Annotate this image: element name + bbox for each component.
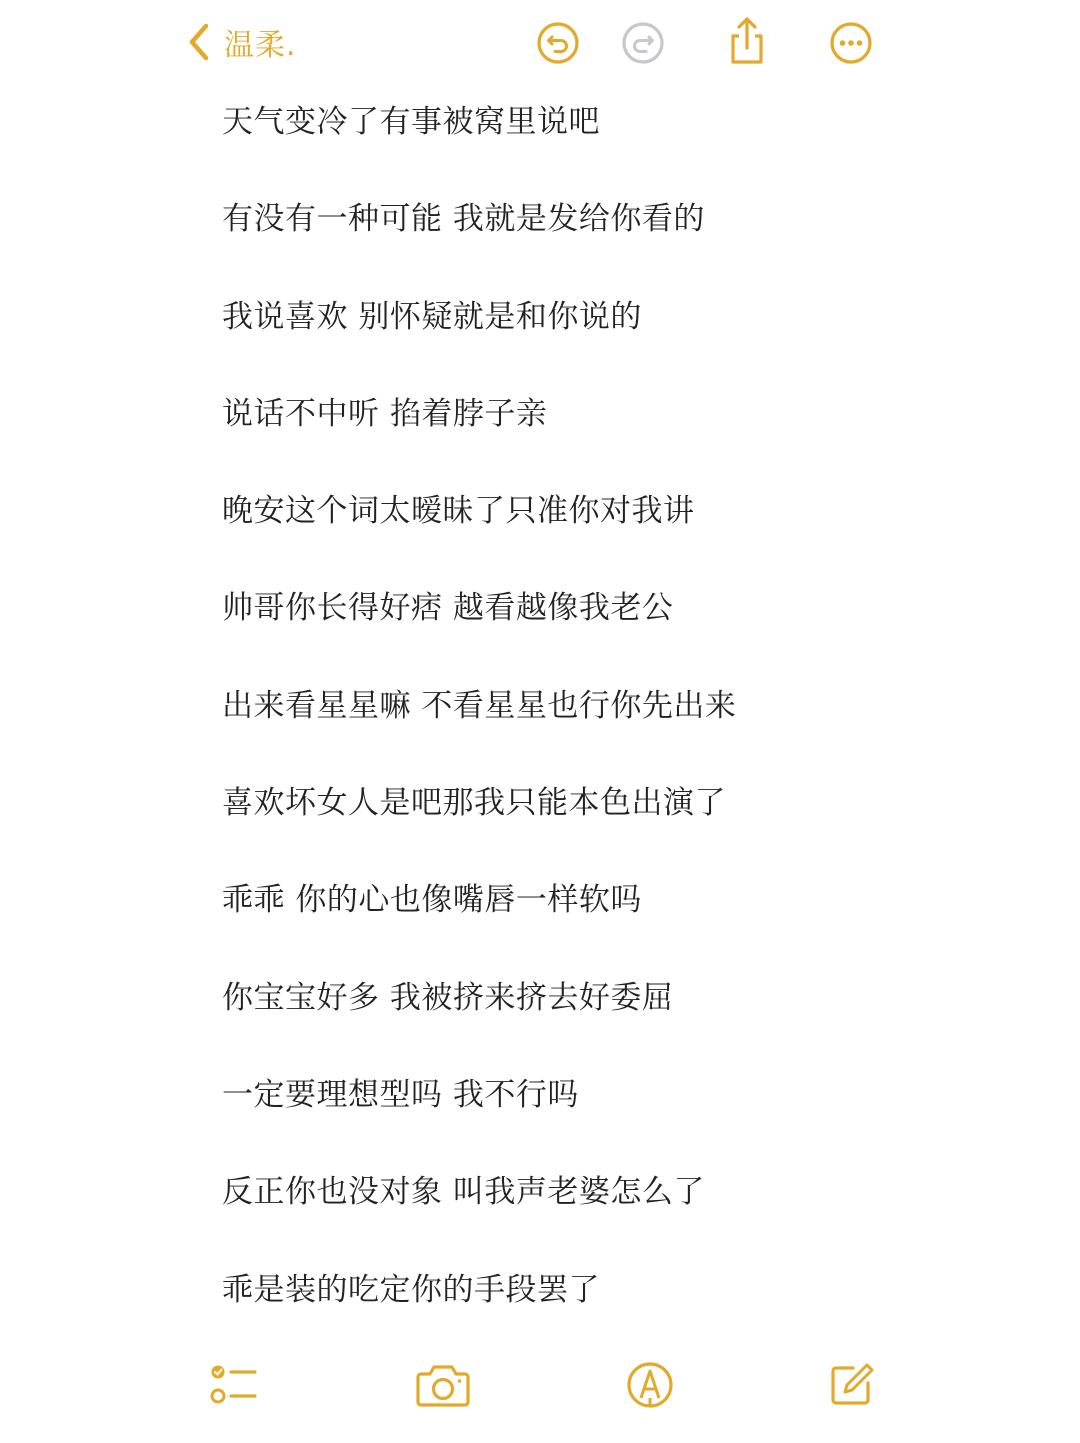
note-line: 你宝宝好多 我被挤来挤去好委屈 — [222, 979, 674, 1016]
note-line: 乖是装的吃定你的手段罢了 — [222, 1271, 600, 1308]
redo-button[interactable] — [619, 19, 667, 67]
markup-button[interactable] — [624, 1358, 676, 1412]
chevron-left-icon — [186, 22, 212, 62]
note-line: 乖乖 你的心也像嘴唇一样软吗 — [222, 882, 642, 919]
more-button[interactable] — [827, 19, 875, 67]
share-button[interactable] — [723, 17, 771, 65]
note-line: 出来看星星嘛 不看星星也行你先出来 — [222, 687, 737, 724]
undo-icon — [535, 20, 581, 66]
note-line: 帅哥你长得好痞 越看越像我老公 — [222, 590, 674, 627]
note-line: 晚安这个词太暧昧了只准你对我讲 — [222, 493, 695, 530]
checklist-button[interactable] — [207, 1358, 261, 1412]
note-body[interactable] — [222, 97, 1002, 1362]
markup-pen-icon — [624, 1359, 676, 1411]
back-button[interactable] — [186, 18, 297, 66]
more-icon — [828, 20, 874, 66]
note-line: 反正你也没对象 叫我声老婆怎么了 — [222, 1174, 705, 1211]
note-line: 一定要理想型吗 我不行吗 — [222, 1076, 579, 1113]
bottom-toolbar — [0, 1350, 1080, 1420]
back-label: 温柔. — [224, 28, 297, 63]
undo-button[interactable] — [534, 19, 582, 67]
camera-button[interactable] — [415, 1358, 471, 1412]
note-line: 我说喜欢 别怀疑就是和你说的 — [222, 298, 642, 335]
note-line: 说话不中听 掐着脖子亲 — [222, 395, 548, 432]
compose-icon — [827, 1360, 877, 1410]
camera-icon — [415, 1360, 471, 1410]
redo-icon — [620, 20, 666, 66]
checklist-icon — [207, 1358, 261, 1412]
note-line: 有没有一种可能 我就是发给你看的 — [222, 201, 705, 238]
note-line: 喜欢坏女人是吧那我只能本色出演了 — [222, 785, 726, 822]
compose-button[interactable] — [827, 1358, 877, 1412]
share-icon — [724, 16, 770, 66]
note-line: 天气变冷了有事被窝里说吧 — [222, 104, 600, 140]
navigation-bar — [0, 0, 1080, 90]
